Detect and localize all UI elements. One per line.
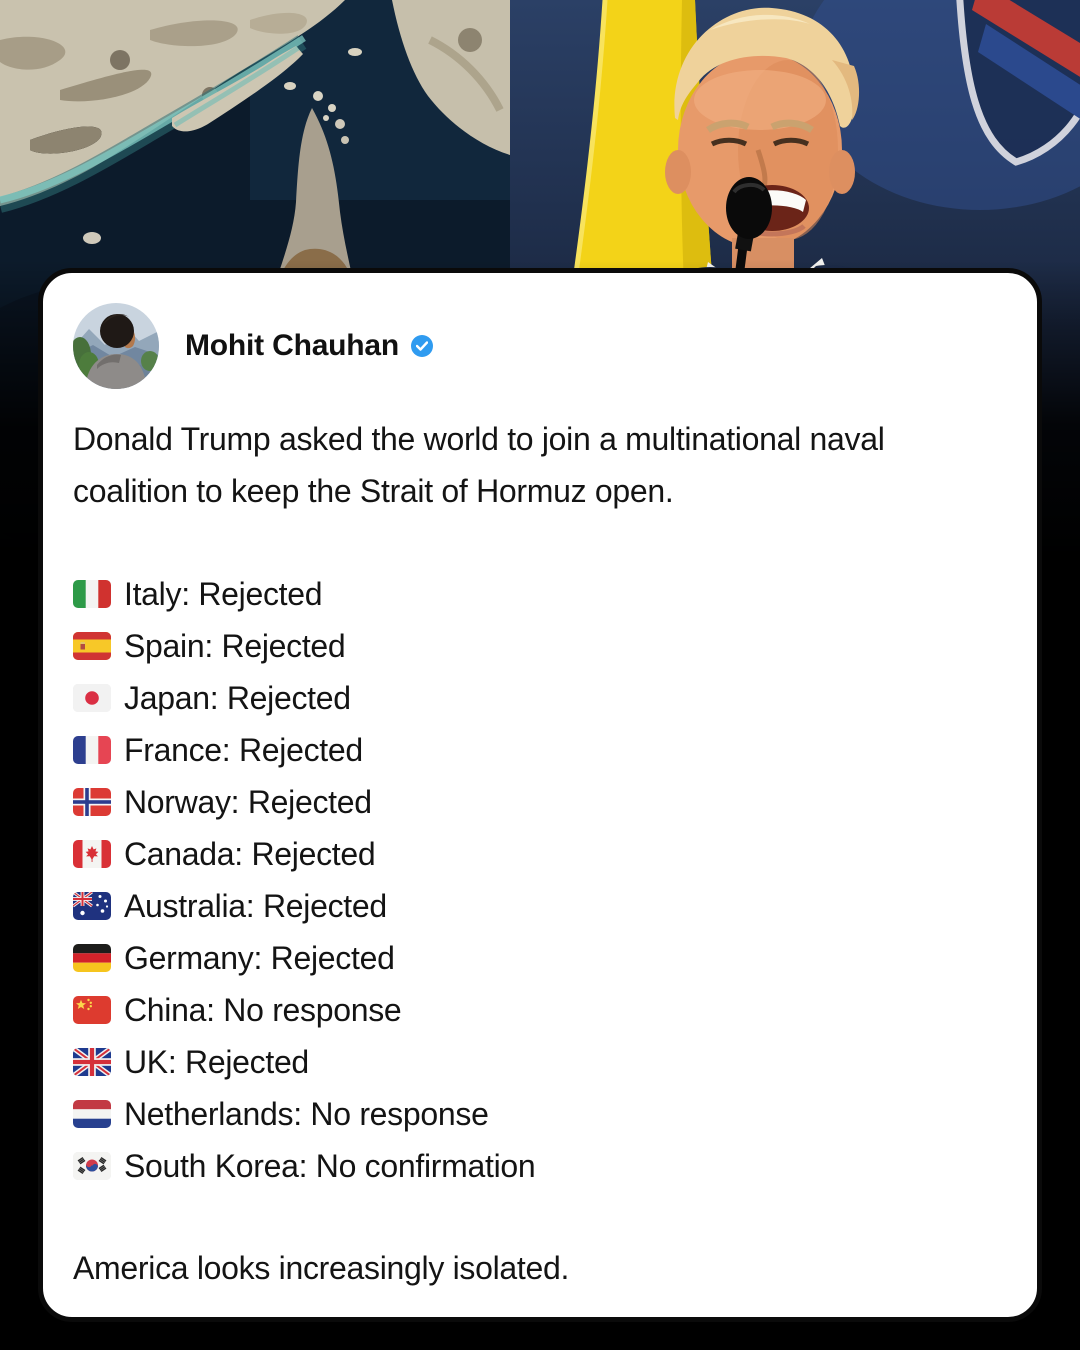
country-row-china [73, 984, 1007, 1036]
country-row-norway [73, 776, 1007, 828]
country-text: South Korea: No confirmation [124, 1147, 536, 1184]
country-text: Norway: Rejected [124, 783, 372, 820]
country-text: France: Rejected [124, 731, 363, 768]
country-row-netherlands [73, 1088, 1007, 1140]
country-list [73, 568, 1007, 1192]
country-row-south-korea [73, 1140, 1007, 1192]
country-text: Australia: Rejected [124, 887, 387, 924]
country-row-italy [73, 568, 1007, 620]
country-text: China: No response [124, 991, 402, 1028]
post-footer: America looks increasingly isolated. [73, 1250, 570, 1286]
post-body-line-1: Donald Trump asked the world to join a multinational naval [73, 421, 885, 457]
post-body-line-2: coalition to keep the Strait of Hormuz open. [73, 473, 674, 509]
country-row-uk [73, 1036, 1007, 1088]
post-card [38, 268, 1042, 1322]
germany-flag-icon [73, 944, 111, 972]
australia-flag-icon [73, 892, 111, 920]
post-body [73, 413, 1007, 517]
country-text: Japan: Rejected [124, 679, 351, 716]
country-row-germany [73, 932, 1007, 984]
country-row-japan [73, 672, 1007, 724]
canada-flag-icon [73, 840, 111, 868]
country-text: Italy: Rejected [124, 575, 323, 612]
avatar[interactable] [73, 303, 159, 389]
country-text: Germany: Rejected [124, 939, 395, 976]
norway-flag-icon [73, 788, 111, 816]
china-flag-icon [73, 996, 111, 1024]
italy-flag-icon [73, 580, 111, 608]
country-text: Netherlands: No response [124, 1095, 489, 1132]
country-row-canada [73, 828, 1007, 880]
country-text: Canada: Rejected [124, 835, 376, 872]
south-korea-flag-icon [73, 1152, 111, 1180]
avatar-image [73, 303, 159, 389]
author-row [73, 303, 1007, 389]
country-row-spain [73, 620, 1007, 672]
verified-badge-icon [411, 335, 433, 357]
country-row-australia [73, 880, 1007, 932]
author-name[interactable]: Mohit Chauhan [185, 329, 400, 362]
france-flag-icon [73, 736, 111, 764]
spain-flag-icon [73, 632, 111, 660]
uk-flag-icon [73, 1048, 111, 1076]
country-row-france [73, 724, 1007, 776]
japan-flag-icon [73, 684, 111, 712]
country-text: Spain: Rejected [124, 627, 346, 664]
country-text: UK: Rejected [124, 1043, 309, 1080]
netherlands-flag-icon [73, 1100, 111, 1128]
